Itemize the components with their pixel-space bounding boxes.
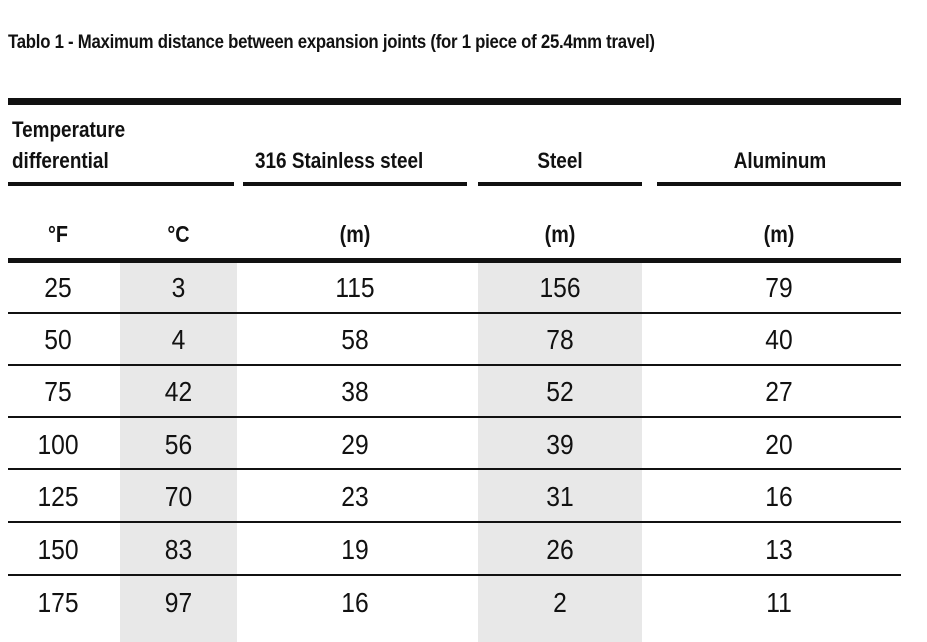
header-steel: Steel [537, 148, 583, 173]
table-row [8, 472, 901, 522]
cell-aluminum: 16 [765, 481, 793, 512]
cell-celsius: 83 [164, 534, 193, 565]
unit-celsius: °C [167, 221, 190, 247]
cell-steel: 31 [546, 481, 574, 512]
cell-aluminum: 11 [766, 587, 792, 618]
header-stainless: 316 Stainless steel [255, 148, 424, 173]
cell-celsius: 3 [171, 272, 186, 303]
cell-fahrenheit: 175 [37, 587, 79, 618]
cell-fahrenheit: 125 [37, 481, 79, 512]
row-rule [8, 574, 901, 576]
header-underline-steel [478, 182, 642, 186]
table-row [8, 578, 901, 628]
cell-celsius: 42 [164, 376, 193, 407]
cell-fahrenheit: 75 [44, 376, 72, 407]
row-rule [8, 468, 901, 470]
cell-steel: 39 [546, 429, 574, 460]
table-row [8, 420, 901, 470]
table-row [8, 367, 901, 417]
cell-celsius: 70 [164, 481, 193, 512]
cell-steel: 26 [546, 534, 574, 565]
cell-fahrenheit: 50 [44, 324, 72, 355]
header-underline-aluminum [657, 182, 901, 186]
unit-stainless: (m) [339, 221, 371, 247]
header-temperature-line1: Temperature [12, 117, 126, 142]
cell-stainless: 16 [341, 587, 369, 618]
table-row [8, 315, 901, 365]
cell-stainless: 19 [341, 534, 369, 565]
header-underline-stainless [243, 182, 467, 186]
table-title: Tablo 1 - Maximum distance between expansion joints (for 1 piece of 25.4mm travel) [8, 31, 655, 53]
row-rule [8, 416, 901, 418]
unit-steel: (m) [544, 221, 576, 247]
table-top-rule [8, 98, 901, 105]
cell-steel: 156 [539, 272, 581, 303]
cell-stainless: 58 [341, 324, 369, 355]
cell-aluminum: 27 [765, 376, 793, 407]
cell-celsius: 4 [171, 324, 186, 355]
unit-aluminum: (m) [763, 221, 795, 247]
cell-stainless: 38 [341, 376, 369, 407]
table-row [8, 525, 901, 575]
cell-aluminum: 13 [765, 534, 793, 565]
cell-stainless: 23 [341, 481, 369, 512]
row-rule [8, 312, 901, 314]
cell-stainless: 29 [341, 429, 369, 460]
cell-steel: 78 [546, 324, 574, 355]
header-temperature-line2: differential [12, 148, 109, 173]
cell-stainless: 115 [335, 272, 375, 303]
cell-steel: 52 [546, 376, 574, 407]
cell-fahrenheit: 150 [37, 534, 79, 565]
cell-steel: 2 [553, 587, 567, 618]
row-rule [8, 364, 901, 366]
row-rule [8, 521, 901, 523]
header-underline-temperature [8, 182, 234, 186]
cell-aluminum: 40 [765, 324, 793, 355]
cell-celsius: 97 [164, 587, 193, 618]
cell-fahrenheit: 25 [44, 272, 72, 303]
unit-fahrenheit: °F [48, 221, 68, 247]
cell-aluminum: 20 [765, 429, 793, 460]
table-row [8, 263, 901, 313]
cell-fahrenheit: 100 [37, 429, 79, 460]
cell-aluminum: 79 [765, 272, 793, 303]
cell-celsius: 56 [164, 429, 193, 460]
header-aluminum: Aluminum [733, 148, 827, 173]
